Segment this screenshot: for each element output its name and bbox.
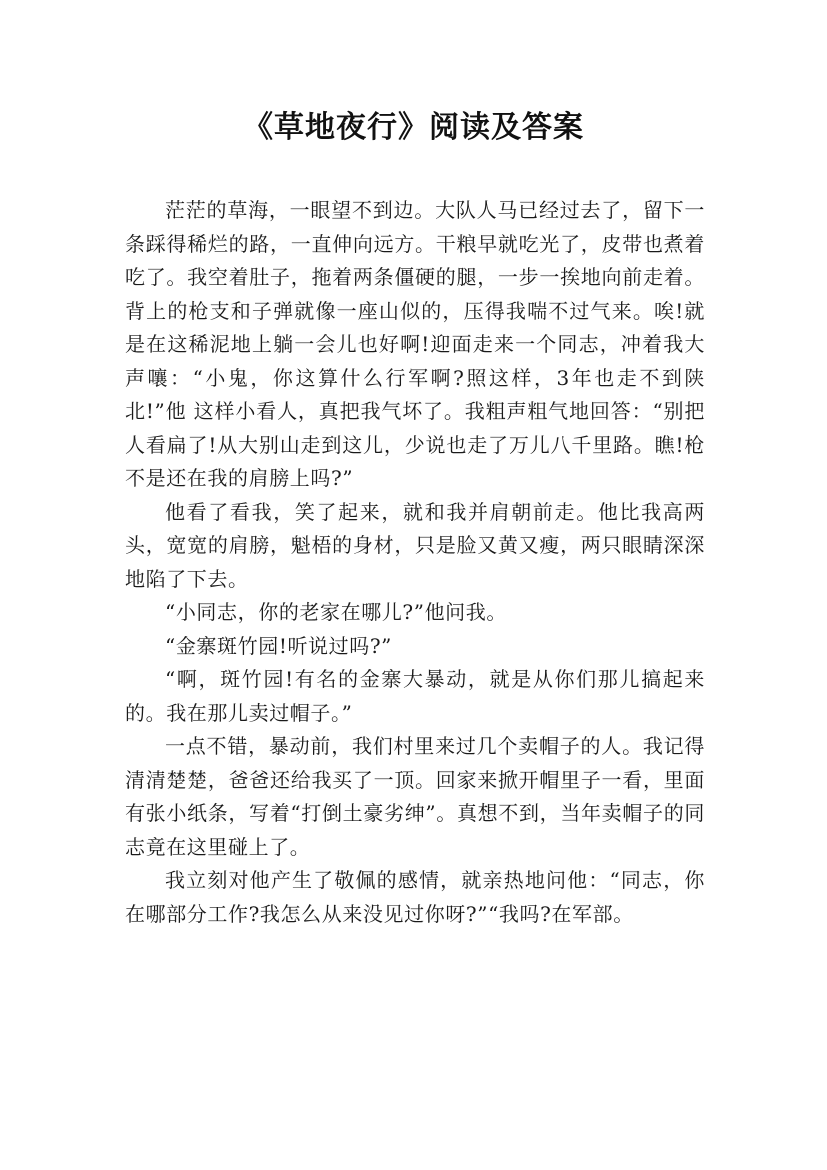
paragraph: 一点不错，暴动前，我们村里来过几个卖帽子的人。我记得清清楚楚，爸爸还给我买了一顶。回家来掀开帽里子一看，里面有张小纸条，写着“打倒土豪劣绅”。真想不到，当年卖帽子的同志竟在这里碰上了。 <box>125 734 705 859</box>
paragraph: 我立刻对他产生了敬佩的感情，就亲热地问他：“同志，你在哪部分工作?我怎么从来没见过你呀?”“我吗?在军部。 <box>125 868 705 926</box>
paragraph: 他看了看我，笑了起来，就和我并肩朝前走。他比我高两头，宽宽的肩膀，魁梧的身材，只是脸又黄又瘦，两只眼睛深深地陷了下去。 <box>125 499 705 591</box>
paragraph: “啊，斑竹园!有名的金寨大暴动，就是从你们那儿搞起来的。我在那儿卖过帽子。” <box>125 667 705 725</box>
paragraph: “金寨斑竹园!听说过吗?” <box>165 633 393 658</box>
paragraph: 茫茫的草海，一眼望不到边。大队人马已经过去了，留下一条踩得稀烂的路，一直伸向远方。干粮早就吃光了，皮带也煮着吃了。我空着肚子，拖着两条僵硬的腿，一步一挨地向前走着。背上的枪支和子弹就像一座山似的，压得我喘不过气来。唉!就是在这稀泥地上躺一会儿也好啊!迎面走来一个同志，冲着我大声嚷：“小鬼，你这算什么行军啊?照这样，3年也走不到陕北!”他 这样小看人，真把我气坏了。我粗声粗气地回答：“别把人看扁了!从大别山走到这儿，少说也走了万儿八千里路。瞧!枪不是还在我的肩膀上吗?” <box>125 198 705 490</box>
article-body <box>125 194 705 931</box>
paragraph: “小同志，你的老家在哪儿?”他问我。 <box>165 600 507 624</box>
page-title: 《草地夜行》阅读及答案 <box>243 110 584 145</box>
